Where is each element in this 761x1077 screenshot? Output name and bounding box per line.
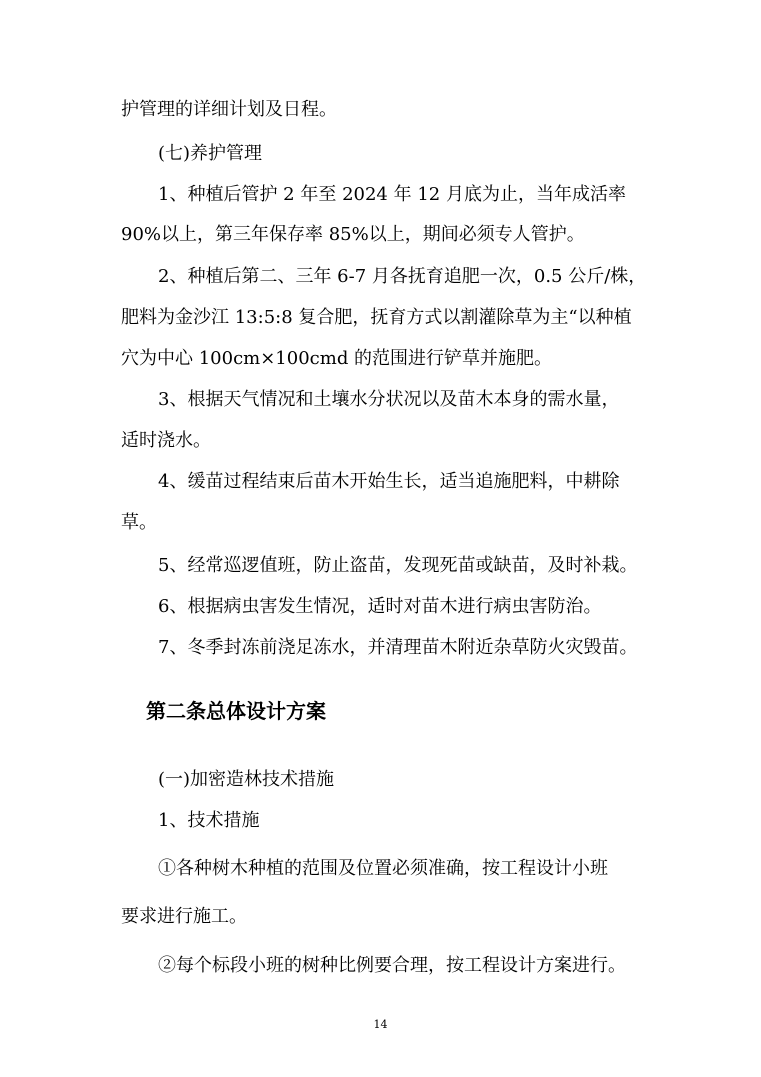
paragraph-line: 草。	[121, 512, 157, 533]
subsection-title: (一)加密造林技术措施	[158, 769, 335, 790]
paragraph-line: 护管理的详细计划及日程。	[121, 99, 337, 120]
paragraph-line: 6、根据病虫害发生情况，适时对苗木进行病虫害防治。	[158, 596, 602, 617]
paragraph-line: 肥料为金沙江 13:5:8 复合肥，抚育方式以割灌除草为主“以种植	[121, 307, 632, 328]
subsection-title: (七)养护管理	[158, 143, 263, 164]
paragraph-line: ➀各种树木种植的范围及位置必须准确，按工程设计小班	[158, 858, 608, 879]
paragraph-line: 90%以上，第三年保存率 85%以上，期间必须专人管护。	[121, 224, 585, 245]
paragraph-line: 5、经常巡逻值班，防止盗苗，发现死苗或缺苗，及时补栽。	[158, 555, 638, 576]
paragraph-line: ➁每个标段小班的树种比例要合理，按工程设计方案进行。	[158, 955, 626, 976]
paragraph-line: 3、根据天气情况和土壤水分状况以及苗木本身的需水量，	[158, 389, 620, 410]
paragraph-line: 要求进行施工。	[121, 906, 247, 927]
paragraph-line: 2、种植后第二、三年 6-7 月各抚育追肥一次，0.5 公斤/株，	[158, 266, 647, 287]
paragraph-line: 适时浇水。	[121, 430, 211, 451]
paragraph-line: 1、种植后管护 2 年至 2024 年 12 月底为止，当年成活率	[158, 184, 626, 205]
paragraph-line: 1、技术措施	[158, 810, 260, 831]
page-number: 14	[373, 1018, 388, 1031]
paragraph-line: 穴为中心 100cm×100cmd 的范围进行铲草并施肥。	[121, 348, 553, 369]
paragraph-line: 4、缓苗过程结束后苗木开始生长，适当追施肥料，中耕除	[158, 471, 620, 492]
paragraph-line: 7、冬季封冻前浇足冻水，并清理苗木附近杂草防火灾毁苗。	[158, 637, 638, 658]
section-heading: 第二条总体设计方案	[146, 699, 326, 723]
